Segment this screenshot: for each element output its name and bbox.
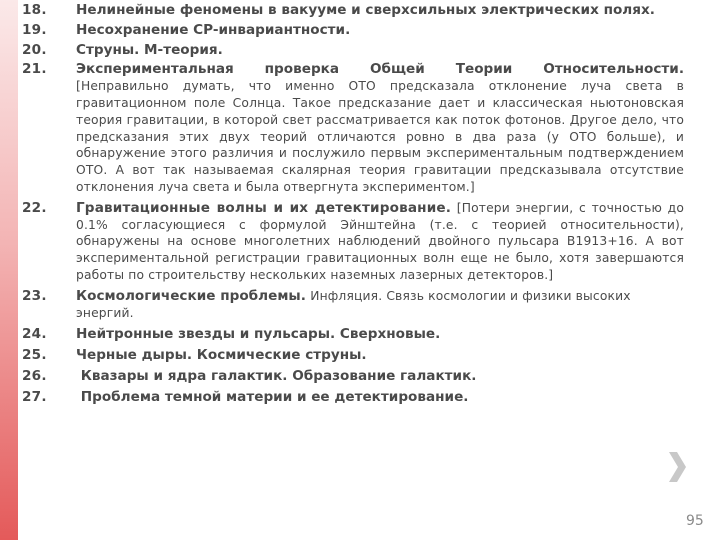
list-item-23	[22, 288, 684, 322]
list-item-21	[22, 61, 684, 195]
item-title: Нелинейные феномены в вакууме и сверхсильных электрических полях.	[76, 2, 655, 18]
item-title: Струны. M-теория.	[76, 41, 223, 58]
item-title: Черные дыры. Космические струны.	[76, 347, 367, 364]
item-number: 24.	[22, 326, 47, 343]
list-item-19	[22, 22, 684, 39]
item-body: Инфляция. Связь космологии и физики высоких энергий.	[76, 288, 631, 320]
list-item-18	[22, 2, 684, 19]
item-title: Космологические проблемы.	[76, 287, 306, 304]
item-number: 26.	[22, 367, 47, 384]
item-number: 23.	[22, 287, 47, 304]
item-title: Несохранение CP-инвариантности.	[76, 21, 351, 38]
list-item-22	[22, 200, 684, 284]
list-item-27	[22, 389, 684, 406]
item-number: 19.	[22, 21, 47, 38]
list-item-26	[22, 368, 684, 385]
item-number: 21.	[22, 61, 47, 78]
list-item-20	[22, 42, 684, 59]
list-item-24	[22, 326, 684, 343]
item-body: [Потери энергии, с точностью до 0.1% согласующиеся с формулой Эйнштейна (т.е. с теорией относительности), обнаружены на основе многолетних наблюдений двойного пульсара B1913+16. А вот экспериментальной регистрации гравитационных волн еще не было, хотя завершаются работы по строительству нескольких наземных лазерных детекторов.]	[76, 200, 685, 282]
page-number: 95	[686, 513, 704, 529]
item-number: 20.	[22, 41, 47, 58]
topic-list	[22, 2, 684, 406]
decorative-side-stripe	[0, 0, 18, 540]
item-number: 18.	[22, 2, 47, 18]
list-item-25	[22, 347, 684, 364]
item-number: 25.	[22, 347, 47, 364]
item-number: 22.	[22, 199, 47, 216]
item-title: Экспериментальная проверка Общей Теории Относительности.	[76, 61, 684, 78]
item-body: [Неправильно думать, что именно ОТО предсказала отклонение луча света в гравитационном поле Солнца. Такое предсказание дает и классическая ньютоновская теория гравитации, в которой свет рассматривается как поток фотонов. Другое дело, что предсказания этих двух теорий отличаются ровно в два раза (у ОТО больше), и обнаружение этого различия и послужило первым экспериментальным подтверждением ОТО. А вот так называемая скалярная теория гравитации предсказывала отсутствие отклонения луча света и была отвергнута экспериментом.]	[76, 79, 684, 194]
chevron-right-icon[interactable]	[660, 450, 692, 484]
item-title: Проблема темной материи и ее детектирование.	[76, 388, 469, 405]
item-number: 27.	[22, 388, 47, 405]
item-title: Гравитационные волны и их детектирование.	[76, 199, 452, 216]
item-title: Квазары и ядра галактик. Образование галактик.	[76, 367, 477, 384]
item-title: Нейтронные звезды и пульсары. Сверхновые.	[76, 326, 441, 343]
